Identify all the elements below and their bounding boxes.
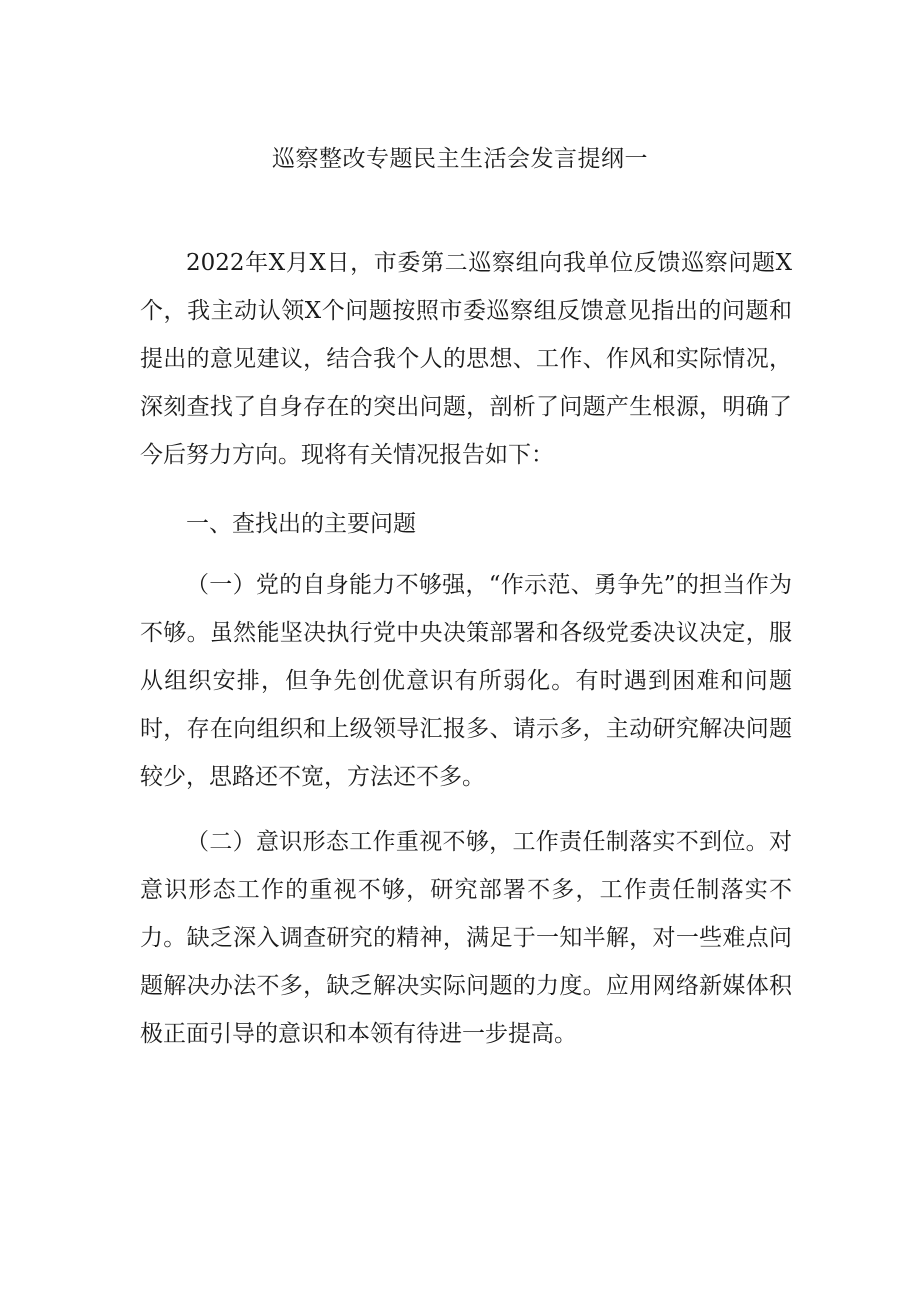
document-title: 巡察整改专题民主生活会发言提纲一	[272, 146, 648, 172]
intro-paragraph: 2022年X月X日，市委第二巡察组向我单位反馈巡察问题X个，我主动认领X个问题按照市委巡察组反馈意见指出的问题和提出的意见建议，结合我个人的思想、工作、作风和实际情况，深刻查找了自身存在的突出问题，剖析了问题产生根源，明确了今后努力方向。现将有关情况报告如下：	[140, 250, 792, 468]
problem-paragraph-1: （一）党的自身能力不够强，“作示范、勇争先”的担当作为不够。虽然能坚决执行党中央决策部署和各级党委决议决定，服从组织安排，但争先创优意识有所弱化。有时遇到困难和问题时，存在向组织和上级领导汇报多、请示多，主动研究解决问题较少，思路还不宽，方法还不多。	[140, 572, 792, 790]
problem-paragraph-2: （二）意识形态工作重视不够，工作责任制落实不到位。对意识形态工作的重视不够，研究部署不多，工作责任制落实不力。缺乏深入调查研究的精神，满足于一知半解，对一些难点问题解决办法不多，缺乏解决实际问题的力度。应用网络新媒体积极正面引导的意识和本领有待进一步提高。	[140, 829, 792, 1047]
section-heading-main-problems: 一、查找出的主要问题	[186, 511, 416, 537]
